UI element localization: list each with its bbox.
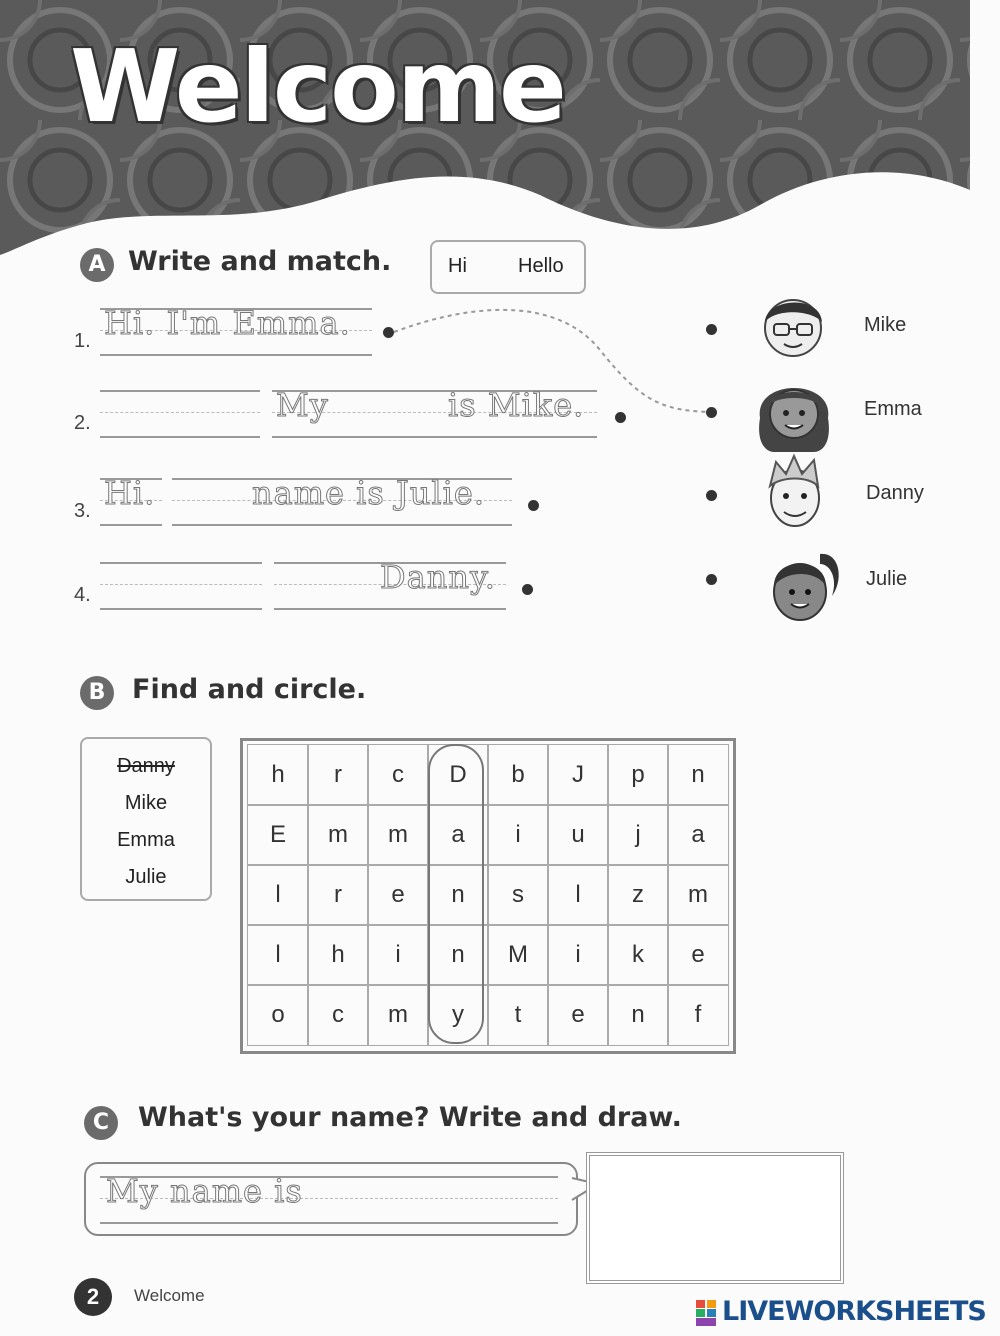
row-3-number: 3. xyxy=(74,500,91,522)
row-4-trace-text: Danny. xyxy=(380,558,496,596)
julie-face-icon xyxy=(762,540,846,630)
grid-cell[interactable]: o xyxy=(247,984,309,1046)
row-3-trace-text-a: Hi. xyxy=(104,474,156,512)
section-b-badge: B xyxy=(80,676,114,710)
row-2-number: 2. xyxy=(74,412,91,434)
drawing-box[interactable] xyxy=(586,1152,844,1284)
row-1-trace-text: Hi. I'm Emma. xyxy=(104,304,351,342)
grid-cell[interactable]: i xyxy=(487,804,549,866)
grid-cell[interactable]: D xyxy=(427,744,489,806)
grid-cell[interactable]: h xyxy=(307,924,369,986)
word-list-julie: Julie xyxy=(125,866,167,888)
grid-cell[interactable]: m xyxy=(667,864,729,926)
grid-cell[interactable]: e xyxy=(667,924,729,986)
grid-cell[interactable]: j xyxy=(607,804,669,866)
grid-cell[interactable]: l xyxy=(247,864,309,926)
word-search-grid xyxy=(240,738,736,1054)
page-number: 2 xyxy=(74,1278,112,1316)
grid-cell[interactable]: a xyxy=(667,804,729,866)
row-4-writing-line-a[interactable] xyxy=(100,562,262,610)
grid-cell[interactable]: f xyxy=(667,984,729,1046)
mike-dot[interactable] xyxy=(706,324,717,335)
grid-cell[interactable]: m xyxy=(307,804,369,866)
name-emma: Emma xyxy=(864,398,922,420)
grid-cell[interactable]: l xyxy=(247,924,309,986)
grid-cell[interactable]: y xyxy=(427,984,489,1046)
grid-cell[interactable]: m xyxy=(367,984,429,1046)
grid-cell[interactable]: n xyxy=(427,924,489,986)
grid-cell[interactable]: i xyxy=(367,924,429,986)
grid-cell[interactable]: e xyxy=(547,984,609,1046)
name-danny: Danny xyxy=(866,482,924,504)
word-list-emma: Emma xyxy=(117,829,175,851)
grid-cell[interactable]: n xyxy=(607,984,669,1046)
row-3-trace-text-b: name is Julie. xyxy=(252,474,485,512)
danny-face-icon xyxy=(760,452,830,538)
name-julie: Julie xyxy=(866,568,908,590)
section-b-heading: Find and circle. xyxy=(132,674,367,705)
row-4-number: 4. xyxy=(74,584,91,606)
grid-cell[interactable]: p xyxy=(607,744,669,806)
danny-circle xyxy=(428,744,484,1044)
grid-cell[interactable]: t xyxy=(487,984,549,1046)
word-bank-hello: Hello xyxy=(518,255,564,277)
speech-bubble xyxy=(84,1162,578,1236)
section-a-badge: A xyxy=(80,248,114,282)
row-3-dot[interactable] xyxy=(528,500,539,511)
row-2-writing-line-a[interactable] xyxy=(100,390,260,438)
footer-label: Welcome xyxy=(134,1286,205,1305)
word-list-mike: Mike xyxy=(124,792,168,814)
row-4-dot[interactable] xyxy=(522,584,533,595)
danny-dot[interactable] xyxy=(706,490,717,501)
grid-cell[interactable]: m xyxy=(367,804,429,866)
grid-cell[interactable]: k xyxy=(607,924,669,986)
section-c-badge: C xyxy=(84,1106,118,1140)
grid-cell[interactable]: z xyxy=(607,864,669,926)
grid-cell[interactable]: c xyxy=(367,744,429,806)
name-prompt-trace: My name is xyxy=(106,1172,303,1210)
name-mike: Mike xyxy=(864,314,907,336)
grid-cell[interactable]: c xyxy=(307,984,369,1046)
page-title: Welcome xyxy=(70,28,565,145)
emma-face-icon xyxy=(752,368,836,454)
word-list-box xyxy=(80,737,212,901)
grid-cell[interactable]: e xyxy=(367,864,429,926)
grid-cell[interactable]: h xyxy=(247,744,309,806)
grid-cell[interactable]: n xyxy=(427,864,489,926)
emma-dot[interactable] xyxy=(706,407,717,418)
grid-cell[interactable]: M xyxy=(487,924,549,986)
word-list-danny: Danny xyxy=(117,755,175,777)
grid-cell[interactable]: u xyxy=(547,804,609,866)
word-bank xyxy=(430,240,586,294)
mike-face-icon xyxy=(752,284,834,366)
section-c-heading: What's your name? Write and draw. xyxy=(138,1102,682,1133)
row-2-trace-text-a: My xyxy=(276,386,329,424)
row-2-dot[interactable] xyxy=(615,412,626,423)
grid-cell[interactable]: r xyxy=(307,864,369,926)
grid-cell[interactable]: E xyxy=(247,804,309,866)
grid-cell[interactable]: r xyxy=(307,744,369,806)
grid-cell[interactable]: i xyxy=(547,924,609,986)
grid-cell[interactable]: a xyxy=(427,804,489,866)
word-bank-hi: Hi xyxy=(448,255,467,277)
grid-cell[interactable]: b xyxy=(487,744,549,806)
liveworksheets-logo-icon xyxy=(696,1300,716,1326)
julie-dot[interactable] xyxy=(706,574,717,585)
row-2-trace-text-b: is Mike. xyxy=(448,386,585,424)
row-1-number: 1. xyxy=(74,330,91,352)
section-a-heading: Write and match. xyxy=(128,246,392,277)
row-1-dot[interactable] xyxy=(383,327,394,338)
liveworksheets-logo: LIVEWORKSHEETS xyxy=(722,1296,986,1327)
grid-cell[interactable]: l xyxy=(547,864,609,926)
grid-cell[interactable]: s xyxy=(487,864,549,926)
grid-cell[interactable]: n xyxy=(667,744,729,806)
grid-cell[interactable]: J xyxy=(547,744,609,806)
